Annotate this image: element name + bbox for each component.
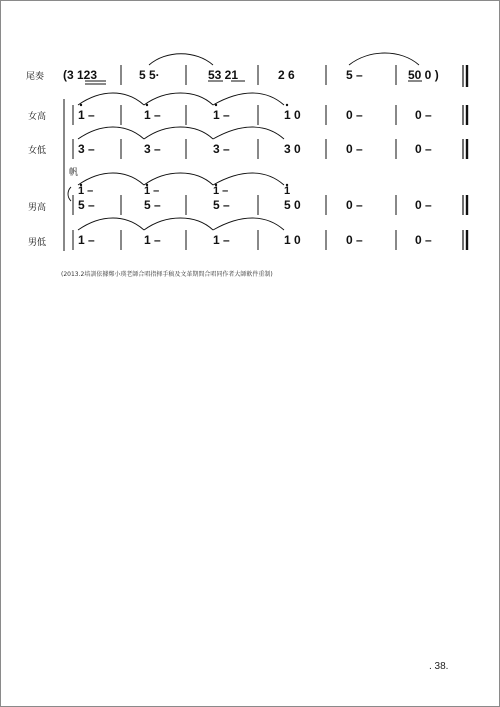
tenor-upper-measure-4: 1	[284, 185, 291, 197]
soprano-measure-4: 1 0	[284, 108, 301, 122]
tenor-upper-measure-2: 1 –	[144, 185, 160, 197]
alto-measure-2: 3 –	[144, 142, 161, 156]
intro-measure-5: 5 –	[346, 68, 363, 82]
tenor-upper-measure-3: 1 –	[213, 185, 229, 197]
divisi-bracket	[68, 187, 71, 201]
page-number: . 38.	[429, 661, 449, 672]
tenor-measure-2: 5 –	[144, 198, 161, 212]
alto-measure-6: 0 –	[415, 142, 432, 156]
intro-measure-4: 2 6	[278, 68, 295, 82]
vocal-ties	[78, 93, 284, 230]
bass-measure-4: 1 0	[284, 233, 301, 247]
part-label-tenor: 男高	[28, 203, 47, 213]
part-label-soprano: 女高	[28, 112, 47, 122]
bass-measure-6: 0 –	[415, 233, 432, 247]
bass-measure-3: 1 –	[213, 233, 230, 247]
tenor-measure-3: 5 –	[213, 198, 230, 212]
bass-measure-2: 1 –	[144, 233, 161, 247]
score-lines	[1, 1, 499, 706]
alto-measure-4: 3 0	[284, 142, 301, 156]
tenor-measure-1: 5 –	[78, 198, 95, 212]
tenor-lyric: 帆	[69, 168, 79, 178]
tenor-measure-6: 0 –	[415, 198, 432, 212]
bass-measure-1: 1 –	[78, 233, 95, 247]
part-label-bass: 男低	[28, 238, 47, 248]
alto-measure-1: 3 –	[78, 142, 95, 156]
intro-measure-3: 53 21	[208, 68, 239, 82]
alto-measure-5: 0 –	[346, 142, 363, 156]
footnote: (2013.2培訓依據鄭小瑛老師合唱指揮手稿及文革期間合唱同作者大師軟件重制)	[61, 271, 273, 278]
alto-measure-3: 3 –	[213, 142, 230, 156]
intro-measure-2: 5 5·	[139, 68, 160, 82]
octave-dots	[80, 104, 288, 186]
tenor-upper-measure-1: 1 –	[78, 185, 94, 197]
soprano-measure-6: 0 –	[415, 108, 432, 122]
tenor-measure-5: 0 –	[346, 198, 363, 212]
soprano-measure-5: 0 –	[346, 108, 363, 122]
part-label-intro: 尾奏	[26, 72, 45, 82]
intro-measure-6: 50 0 )	[408, 68, 439, 82]
intro-slurs	[149, 53, 419, 65]
soprano-measure-3: 1 –	[213, 108, 230, 122]
tenor-measure-4: 5 0	[284, 198, 301, 212]
part-label-alto: 女低	[28, 146, 47, 156]
bass-measure-5: 0 –	[346, 233, 363, 247]
soprano-measure-1: 1 –	[78, 108, 95, 122]
intro-measure-1: (3 123	[63, 68, 98, 82]
soprano-measure-2: 1 –	[144, 108, 161, 122]
intro-beams	[85, 81, 422, 84]
